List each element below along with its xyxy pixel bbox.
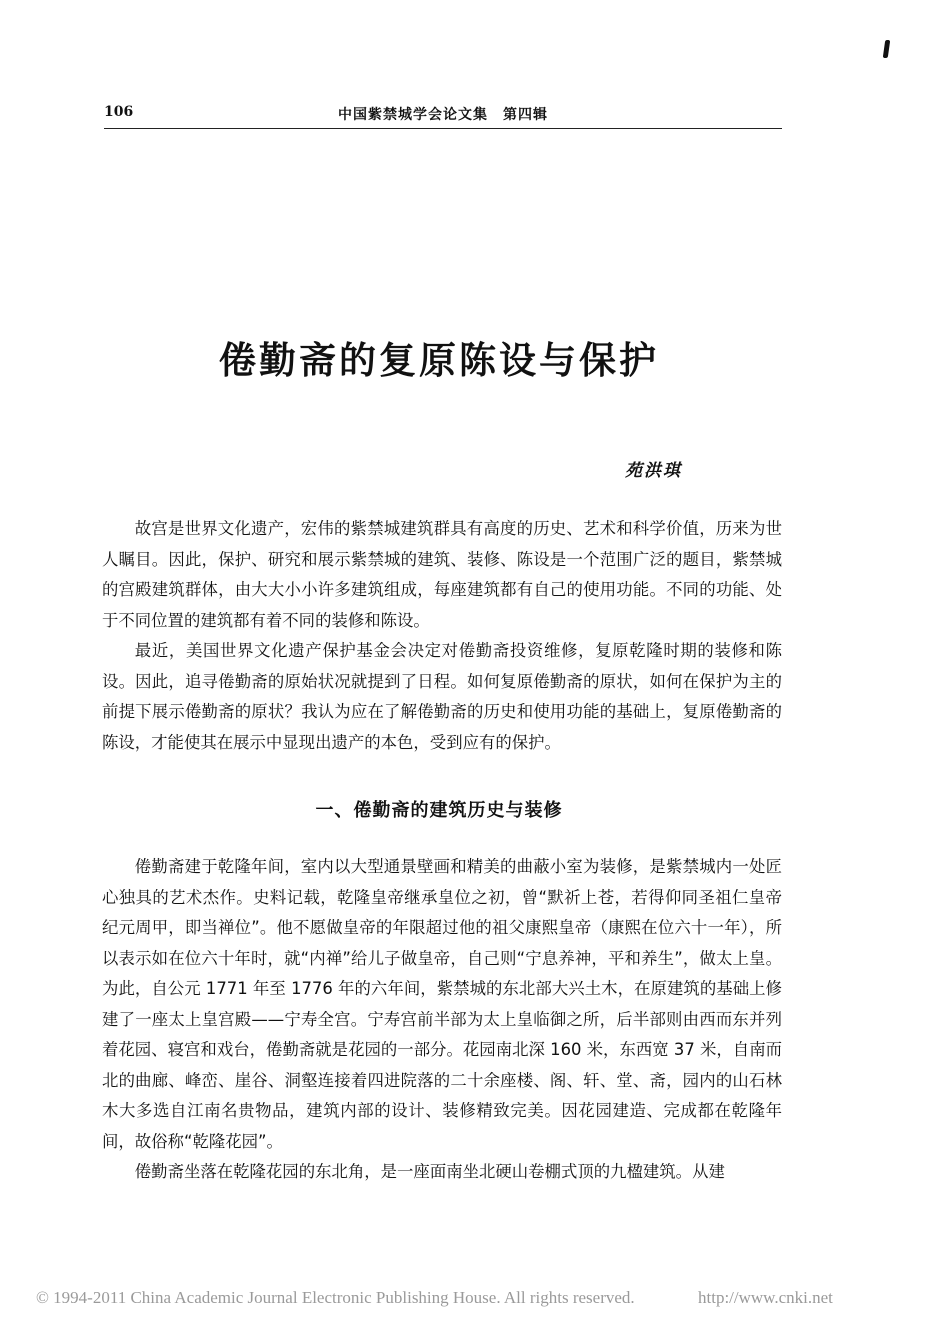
footer-copyright: © 1994-2011 China Academic Journal Electronic Publishing House. All rights reserved. [36, 1288, 635, 1307]
header-rule [104, 128, 782, 129]
section-heading: 一、倦勤斋的建筑历史与装修 [315, 800, 563, 821]
intro-paragraph-1: 故宫是世界文化遗产，宏伟的紫禁城建筑群具有高度的历史、艺术和科学价值，历来为世人瞩目。因此，保护、研究和展示紫禁城的建筑、装修、陈设是一个范围广泛的题目，紫禁城的宫殿建筑群体，由大大小小许多建筑组成，每座建筑都有自己的使用功能。不同的功能、处于不同位置的建筑都有着不同的装修和陈设。 [102, 519, 782, 630]
page-corner-mark [883, 40, 891, 58]
section-1-body [102, 852, 782, 1188]
page-header [104, 104, 782, 130]
article-title: 倦勤斋的复原陈设与保护 [219, 338, 659, 382]
page-footer [0, 1288, 950, 1312]
footer-url: http://www.cnki.net [698, 1288, 833, 1307]
section-1-paragraph-2: 倦勤斋坐落在乾隆花园的东北角，是一座面南坐北硬山卷棚式顶的九楹建筑。从建 [134, 1162, 725, 1181]
page-number: 106 [104, 104, 134, 120]
article-author: 苑洪琪 [625, 461, 682, 481]
running-head: 中国紫禁城学会论文集 第四辑 [338, 107, 548, 123]
intro-section [102, 514, 782, 758]
section-1-paragraph-1: 倦勤斋建于乾隆年间，室内以大型通景壁画和精美的曲蔽小室为装修，是紫禁城内一处匠心独具的艺术杰作。史料记载，乾隆皇帝继承皇位之初，曾“默祈上苍，若得仰同圣祖仁皇帝纪元周甲，即当禅位”。他不愿做皇帝的年限超过他的祖父康熙皇帝（康熙在位六十一年），所以表示如在位六十年时，就“内禅”给儿子做皇帝，自己则“宁息养神，平和养生”，做太上皇。为此，自公元 1771 年至 1776 年的六年间，紫禁城的东北部大兴土木，在原建筑的基础上修建了一座太上皇宫殿——宁寿全宫。宁寿宫前半部为太上皇临御之所，后半部则由西而东并列着花园、寝宫和戏台，倦勤斋就是花园的一部分。花园南北深 160 米，东西宽 37 米，自南而北的曲廊、峰峦、崖谷、洞壑连接着四进院落的二十余座楼、阁、轩、堂、斋，园内的山石林木大多选自江南名贵物品，建筑内部的设计、装修精致完美。因花园建造、完成都在乾隆年间，故俗称“乾隆花园”。 [102, 857, 782, 1151]
intro-paragraph-2: 最近，美国世界文化遗产保护基金会决定对倦勤斋投资维修，复原乾隆时期的装修和陈设。因此，追寻倦勤斋的原始状况就提到了日程。如何复原倦勤斋的原状，如何在保护为主的前提下展示倦勤斋的原状？我认为应在了解倦勤斋的历史和使用功能的基础上，复原倦勤斋的陈设，才能使其在展示中显现出遗产的本色，受到应有的保护。 [102, 641, 782, 752]
